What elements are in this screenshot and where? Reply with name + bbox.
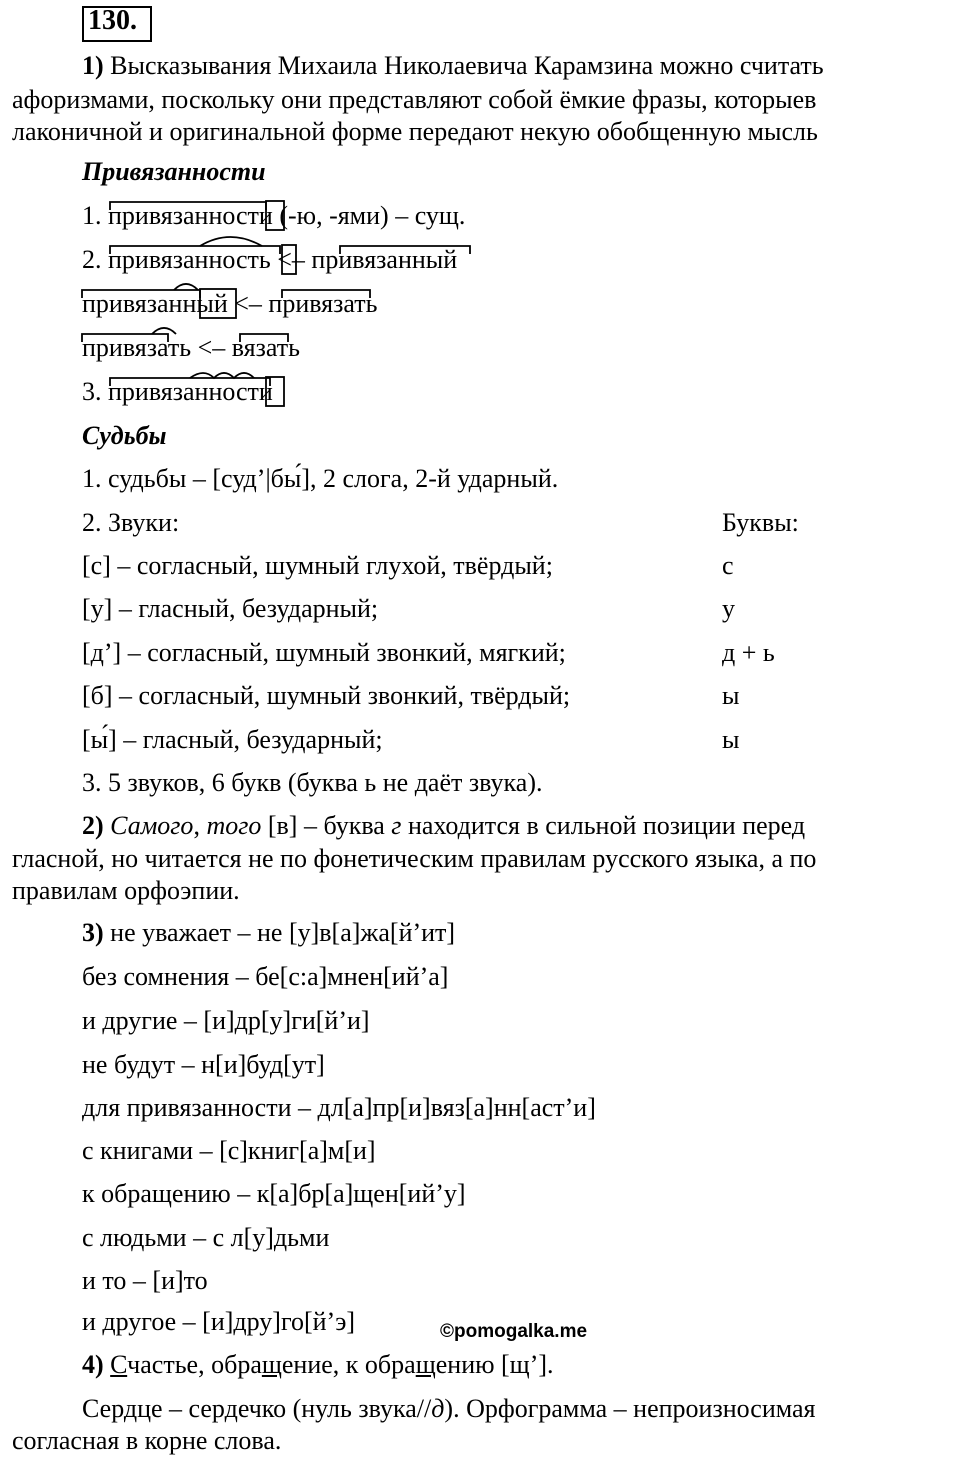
part4-line1: 4) Счастье, обращение, к обращению [щ’]. — [82, 1350, 554, 1379]
letter-cell: у — [722, 594, 735, 623]
sound-row: [ы́] – гласный, безударный; — [82, 725, 383, 754]
morph-line-2: 2. привязанность <– привязанный — [82, 245, 458, 274]
part1-line2: афоризмами, поскольку они представляют собой ёмкие фразы, которыев — [12, 85, 817, 114]
part1-line3: лаконичной и оригинальной форме передают некую обобщенную мысль — [12, 117, 818, 146]
sudby-syllables: 1. судьбы – [суд’|бы́], 2 слога, 2-й ударный. — [82, 464, 559, 493]
transcription-row: без сомнения – бе[с:а]мнен[ий’а] — [82, 962, 449, 991]
sound-row: [б] – согласный, шумный звонкий, твёрдый; — [82, 681, 571, 710]
letter-cell: ы — [722, 681, 740, 710]
watermark: ©pomogalka.me — [440, 1321, 588, 1342]
heading-sudby: Судьбы — [82, 421, 167, 450]
sound-row: [у] – гласный, безударный; — [82, 594, 379, 623]
sound-row: [с] – согласный, шумный глухой, твёрдый; — [82, 551, 553, 580]
sound-row: [д’] – согласный, шумный звонкий, мягкий; — [82, 638, 566, 667]
morph-line-1: 1. привязанности (-ю, -ями) – сущ. — [82, 201, 466, 230]
transcription-row: 3) не уважает – не [у]в[а]жа[й’ит] — [82, 918, 456, 947]
transcription-row: с людьми – с л[у]дьми — [82, 1223, 330, 1252]
part4-line3: согласная в корне слова. — [12, 1426, 282, 1455]
sounds-summary: 3. 5 звуков, 6 букв (буква ь не даёт звука). — [82, 768, 543, 797]
morph-line-3: привязанный <– привязать — [82, 289, 378, 318]
task-number: 130. — [88, 5, 137, 36]
letter-cell: с — [722, 551, 734, 580]
transcription-row: с книгами – [с]книг[а]м[и] — [82, 1136, 376, 1165]
part1-line1: 1) Высказывания Михаила Николаевича Карамзина можно считать — [82, 51, 824, 80]
part2-line1: 2) Самого, того [в] – буква г находится в сильной позиции перед — [82, 811, 806, 840]
morph-line-5: 3. привязанности — [82, 377, 273, 406]
transcription-row: для привязанности – дл[а]пр[и]вяз[а]нн[аст’и] — [82, 1093, 596, 1122]
part2-line3: правилам орфоэпии. — [12, 876, 240, 905]
word-togo: того — [206, 811, 262, 840]
transcription-row: и другое – [и]дру]го[й’э] — [82, 1307, 356, 1336]
morph-line-4: привязать <– вязать — [82, 333, 300, 362]
part2-line2: гласной, но читается не по фонетическим правилам русского языка, а по — [12, 844, 817, 873]
transcription-row: к обращению – к[а]бр[а]щен[ий’у] — [82, 1179, 466, 1208]
heading-privyazannosti: Привязанности — [82, 157, 266, 186]
transcription-row: не будут – н[и]буд[ут] — [82, 1050, 325, 1079]
part4-line2: Сердце – сердечко (нуль звука//д). Орфограмма – непроизносимая — [82, 1394, 816, 1423]
transcription-row: и то – [и]то — [82, 1266, 208, 1295]
sounds-header: 2. Звуки: — [82, 508, 180, 537]
letters-header: Буквы: — [722, 508, 799, 537]
part1-label: 1) — [82, 51, 104, 80]
word-samogo: Самого — [110, 811, 194, 840]
transcription-row: и другие – [и]др[у]ги[й’и] — [82, 1006, 370, 1035]
letter-cell: ы — [722, 725, 740, 754]
letter-cell: д + ь — [722, 638, 775, 667]
